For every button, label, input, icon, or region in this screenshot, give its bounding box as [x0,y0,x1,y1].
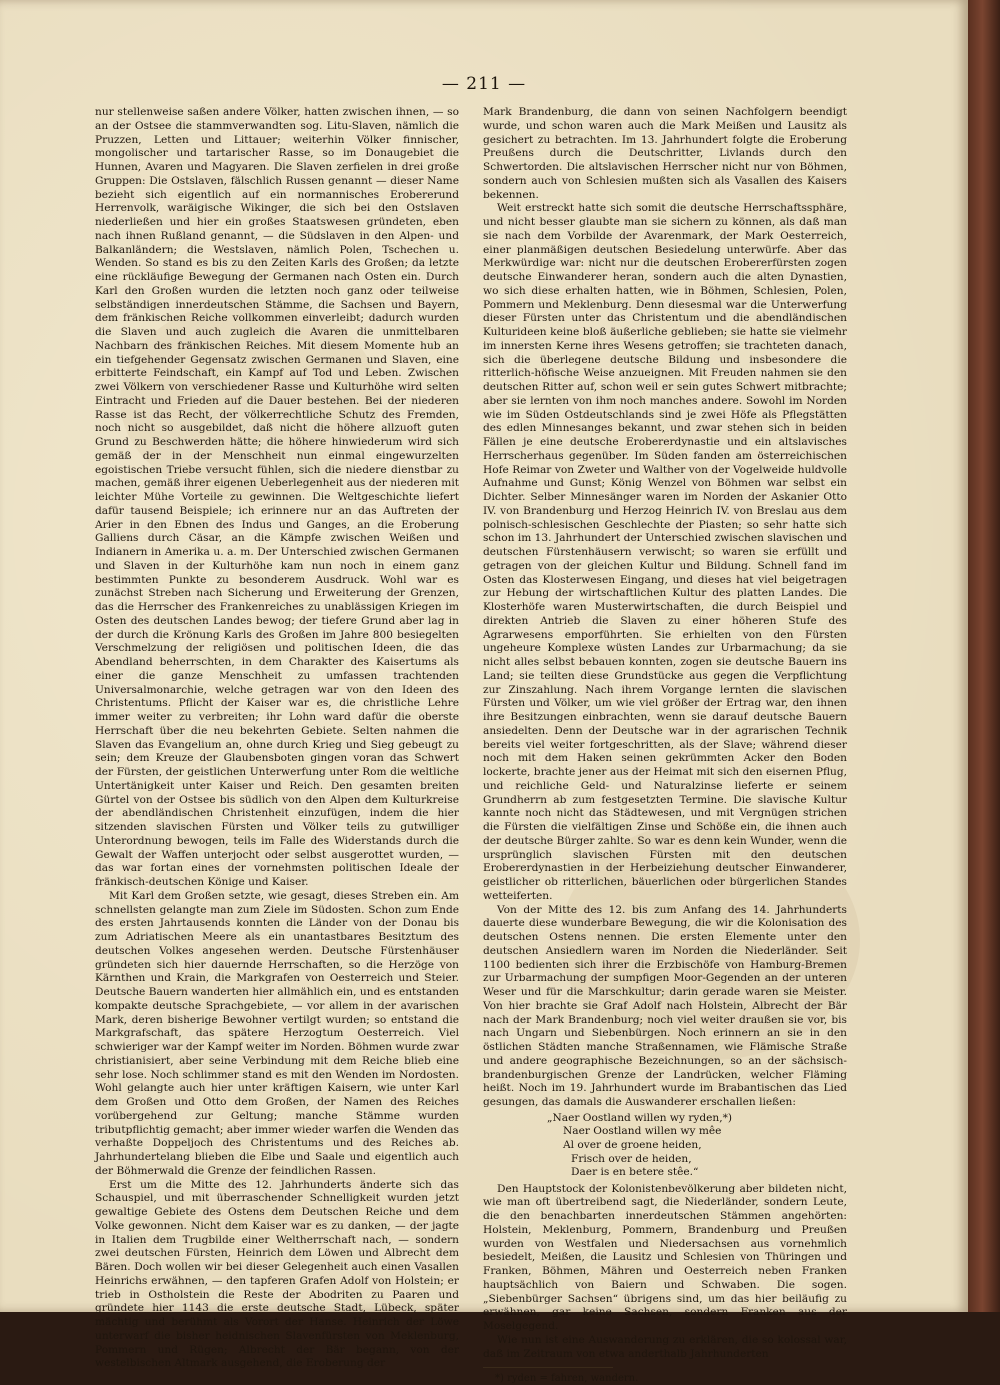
right-column [483,106,847,1385]
paragraph: Weit erstreckt hatte sich somit die deutsche Herrschaftssphäre, und nicht besser glaubte man sie sichern zu können, als daß man sie nach dem Vorbilde der Avarenmark, der Mark Oesterreich, einer planmäßigen deutschen Besiedelung unterwürfe. Aber das Merkwürdige war: nicht nur die deutschen Erobererfürsten zogen deutsche Einwanderer heran, sondern auch die alten Dynastien, wo sich diese erhalten hatten, wie in Böhmen, Schlesien, Polen, Pommern und Meklenburg. Denn diesesmal war die Unterwerfung dieser Fürsten unter das Christentum und die abendländischen Kulturideen keine bloß äußerliche geblieben; sie hatte sie vielmehr im innersten Kerne ihres Wesens getroffen; sie trachteten danach, sich die überlegene deutsche Bildung und insbesondere die ritterlich-höfische Weise anzueignen. Mit Freuden nahmen sie den deutschen Ritter auf, schon weil er sein gutes Schwert mitbrachte; aber sie lernten von ihm noch manches andere. Sowohl im Norden wie im Süden Ostdeutschlands sind je zwei Höfe als Pflegstätten des edlen Minnesanges bekannt, und zwar stehen sich in beiden Fällen je eine deutsche Erobererdynastie und ein altslavisches Herrscherhaus gegenüber. Im Süden fanden am österreichischen Hofe Reimar von Zweter und Walther von der Vogelweide huldvolle Aufnahme und Gunst; König Wenzel von Böhmen war selbst ein Dichter. Selber Minnesänger waren im Norden der Askanier Otto IV. von Brandenburg und Herzog Heinrich IV. von Breslau aus dem polnisch-schlesischen Geschlechte der Piasten; so sehr hatte sich schon im 13. Jahrhundert der Unterschied zwischen slavischen und deutschen Fürstenhäusern verwischt; so waren sie erfüllt und getragen von der gleichen Kultur und Bildung. Schnell fand im Osten das Klosterwesen Eingang, und dieses hat viel beigetragen zur Hebung der wirtschaftlichen Kultur des platten Landes. Die Klosterhöfe waren Musterwirtschaften, die durch Beispiel und direkten Antrieb die Slaven zu einer höheren Stufe des Agrarwesens emporführten. Sie erhielten von den Fürsten ungeheure Komplexe wüsten Landes zur Urbarmachung; da sie nicht alles selbst bebauen konnten, zogen sie deutsche Bauern ins Land; sie teilten diese Grundstücke aus gegen die Verpflichtung zur Zinszahlung. Nach ihrem Vorgange lernten die slavischen Fürsten und Völker, um wie viel größer der Ertrag war, den ihnen ihre Besitzungen einbrachten, wenn sie darauf deutsche Bauern ansiedelten. Denn der Deutsche war in der agrarischen Technik bereits viel weiter fortgeschritten, als der Slave; während dieser noch mit dem Haken seinen gekrümmten Acker den Boden lockerte, brachte jener aus der Heimat mit sich den eisernen Pflug, und reichliche Geld- und Naturalzinse lieferte er seinem Grundherrn ab zum festgesetzten Termine. Die slavische Kultur kannte noch nicht das Städtewesen, und mit Vergnügen strichen die Fürsten die vielfältigen Zinse und Schöße ein, die ihnen auch der deutsche Bürger zahlte. So war es denn kein Wunder, wenn die ursprünglich slavischen Fürsten mit den deutschen Erobererdynastien in der Herbeiziehung deutscher Einwanderer, geistlicher ob ritterlichen, bäuerlichen oder bürgerlichen Standes wetteiferten. [483,202,847,902]
verse-line: Al over de groene heiden, [563,1138,702,1151]
footnote-rule [483,1367,613,1368]
verse-line: Frisch over de heiden, [571,1152,692,1165]
song-verse [483,1112,847,1180]
book-spine [968,0,1000,1312]
left-column [95,106,459,1371]
verse-line: Naer Oostland willen wy mêe [563,1125,722,1138]
paragraph: Mit Karl dem Großen setzte, wie gesagt, dieses Streben ein. Am schnellsten gelangte man zum Ziele im Südosten. Schon zum Ende des ersten Jahrtausends konnten die Länder von der Donau bis zum Adriatischen Meere als ein unantastbares Besitztum des deutschen Volkes angesehen werden. Deutsche Fürstenhäuser gründeten sich hier dauernde Herrschaften, so die Herzöge von Kärnthen und Krain, die Markgrafen von Oesterreich und Steier. Deutsche Bauern wanderten hier allmählich ein, und es entstanden kompakte deutsche Sprachgebiete, — vor allem in der avarischen Mark, deren bisherige Bewohner vertilgt wurden; so entstand die Markgrafschaft, das spätere Herzogtum Oesterreich. Viel schwieriger war der Kampf weiter im Norden. Böhmen wurde zwar christianisiert, aber seine Verbindung mit dem Reiche blieb eine sehr lose. Noch schlimmer stand es mit den Wenden im Nordosten. Wohl gelangte auch hier unter kräftigen Kaisern, wie unter Karl dem Großen und Otto dem Großen, der Namen des Reiches vorübergehend zur Geltung; manche Stämme wurden tributpflichtig gemacht; aber immer wieder warfen die Wenden das verhaßte Doppeljoch des Christentums und des Reiches ab. Jahrhundertelang blieben die Elbe und Saale und eigentlich auch der Böhmerwald die Grenze der feindlichen Rassen. [95,889,459,1177]
paragraph: Erst um die Mitte des 12. Jahrhunderts änderte sich das Schauspiel, und mit überraschender Schnelligkeit wurden jetzt gewaltige Gebiete des Ostens dem Deutschen Reiche und dem Volke gewonnen. Nicht dem Kaiser war es zu danken, — der jagte in Italien dem Trugbilde einer Weltherrschaft nach, — sondern zwei deutschen Fürsten, Heinrich dem Löwen und Albrecht dem Bären. Doch wollen wir bei dieser Gelegenheit auch einen Vasallen Heinrichs erwähnen, — den tapferen Grafen Adolf von Holstein; er trieb in Ostholstein die Reste der Abodriten zu Paaren und gründete hier 1143 die erste deutsche Stadt, Lübeck, später mächtig und berühmt als Vorort der Hanse. Heinrich der Löwe unterwarf die bisher heidnischen Slavenfürsten von Meklenburg, Pommern und Rügen; Albrecht der Bär begann, von der westelbischen Altmark ausgehend, die Eroberung der [95,1178,459,1370]
footnote: *) ryden = fahren, wandern. [495,1373,639,1385]
paragraph: Wie nun ist eine Auswanderung zu erklären, die so kolossal war, daß im Zeitraum von etwa anderthalb Jahrhunderten [483,1333,847,1360]
paragraph: Den Hauptstock der Kolonistenbevölkerung aber bildeten nicht, wie man oft übertreibend sagt, die Niederländer, sondern Leute, die den benachbarten innerdeutschen Stämmen angehörten: Holstein, Meklenburg, Pommern, Brandenburg und Preußen wurden von Westfalen und Niedersachsen aus vornehmlich besiedelt, Meißen, die Lausitz und Schlesien von Thüringen und Franken, Böhmen, Mähren und Oesterreich neben Franken hauptsächlich von Baiern und Schwaben. Die sogen. „Siebenbürger Sachsen“ übrigens sind, um das hier beiläufig zu erwähnen, gar keine Sachsen, sondern Franken aus der Moselgegend. [483,1182,847,1333]
paragraph: Von der Mitte des 12. bis zum Anfang des 14. Jahrhunderts dauerte diese wunderbare Bewegung, die wir die Kolonisation des deutschen Ostens nennen. Die ersten Elemente unter den deutschen Ansiedlern waren im Norden die Niederländer. Seit 1100 bedienten sich ihrer die Erzbischöfe von Hamburg-Bremen zur Urbarmachung der sumpfigen Moor-Gegenden an der unteren Weser und für die Marschkultur; darin gerade waren sie Meister. Von hier brachte sie Graf Adolf nach Holstein, Albrecht der Bär nach der Mark Brandenburg; noch viel weiter draußen sie vor, bis nach Ungarn und Siebenbürgen. Noch erinnern an sie in den östlichen Städten manche Straßennamen, wie Flämische Straße und andere geographische Bezeichnungen, so an der sächsisch-brandenburgischen Grenze der Landrücken, welcher Fläming heißt. Noch im 19. Jahrhundert wurde im Brabantischen das Lied gesungen, das damals die Auswanderer erschallen ließen: [483,903,847,1108]
paragraph: nur stellenweise saßen andere Völker, hatten zwischen ihnen, — so an der Ostsee die stammverwandten sog. Litu-Slaven, nämlich die Pruzzen, Letten und Littauer; weiterhin Völker finnischer, mongolischer und tartarischer Rasse, so im Donaugebiet die Hunnen, Avaren und Magyaren. Die Slaven zerfielen in drei große Gruppen: Die Ostslaven, fälschlich Russen genannt — dieser Name bezieht sich eigentlich auf ein normannisches Erobererund Herrenvolk, waräigische Wikinger, die sich bei den Ostslaven niederließen und hier ein großes Staatswesen gründeten, eben nach ihnen Rußland genannt, — die Südslaven in den Alpen- und Balkanländern; die Westslaven, nämlich Polen, Tschechen u. Wenden. So stand es bis zu den Zeiten Karls des Großen; da letzte eine rückläufige Bewegung der Germanen nach Osten ein. Durch Karl den Großen wurden die letzten noch ganz oder teilweise selbständigen innerdeutschen Stämme, die Sachsen und Bayern, dem fränkischen Reiche vollkommen einverleibt; dadurch wurden die Slaven und auch zugleich die Avaren die unmittelbaren Nachbarn des fränkischen Reiches. Mit diesem Momente hub an ein tiefgehender Gegensatz zwischen Germanen und Slaven, eine erbitterte Feindschaft, ein Kampf auf Tod und Leben. Zwischen zwei Völkern von verschiedener Rasse und Kulturhöhe wird selten Eintracht und Frieden auf die Dauer bestehen. Bei der niederen Rasse ist das Recht, der völkerrechtliche Schutz des Fremden, noch nicht so ausgebildet, daß nicht die höhere allzuoft guten Grund zu Beschwerden hätte; die höhere hinwiederum wird sich gemäß der in der Menschheit nun einmal eingewurzelten egoistischen Triebe versucht fühlen, sich die niedere dienstbar zu machen, gemäß ihrer eigenen Ueberlegenheit aus der niederen mit leichter Mühe Vorteile zu gewinnen. Die Weltgeschichte liefert dafür tausend Beispiele; ich erinnere nur an das Auftreten der Arier in den Ebnen des Indus und Ganges, an die Eroberung Galliens durch Cäsar, an die Kämpfe zwischen Weißen und Indianern in Amerika u. a. m. Der Unterschied zwischen Germanen und Slaven in der Kulturhöhe kam nun noch in einem ganz bestimmten Punkte zu besonderem Ausdruck. Wohl war es zunächst Streben nach Sicherung und Erweiterung der Grenzen, das die Herrscher des Frankenreiches zu unablässigen Kriegen im Osten des deutschen Landes bewog; der tiefere Grund aber lag in der durch die Krönung Karls des Großen im Jahre 800 besiegelten Verschmelzung der religiösen und politischen Ideen, die das Abendland beherrschten, in dem Charakter des Kaisertums als einer die ganze Menschheit zu umfassen trachtenden Universalmonarchie, welche getragen war von den Ideen des Christentums. Pflicht der Kaiser war es, die christliche Lehre immer weiter zu verbreiten; ihr Lohn ward dafür die oberste Herrschaft über die neu bekehrten Gebiete. Selten nahmen die Slaven das Evangelium an, ohne durch Krieg und Sieg gebeugt zu sein; dem Kreuze der Glaubensboten gingen voran das Schwert der Fürsten, der geistlichen Unterwerfung unter Rom die weltliche Untertänigkeit unter Kaiser und Reich. Den gesamten breiten Gürtel von der Ostsee bis südlich von den Alpen dem Kulturkreise der abendländischen Christenheit einzufügen, indem die hier sitzenden slavischen Fürsten und Völker teils zu gutwilliger Unterordnung bewogen, teils im Falle des Widerstands durch die Gewalt der Waffen unterjocht oder selbst ausgerottet wurden, — das war fortan eines der vornehmsten politischen Ideale der fränkisch-deutschen Könige und Kaiser. [95,106,459,888]
verse-line: „Naer Oostland willen wy ryden,*) [547,1111,733,1124]
paragraph: Mark Brandenburg, die dann von seinen Nachfolgern beendigt wurde, und schon waren auch die Mark Meißen und Lausitz als gesichert zu betrachten. Im 13. Jahrhundert folgte die Eroberung Preußens durch die Deutschritter, Livlands durch den Schwertorden. Die altslavischen Herrscher nicht nur von Böhmen, sondern auch von Schlesien mußten sich als Vasallen des Kaisers bekennen. [483,106,847,201]
page-number: — 211 — [441,74,527,94]
verse-line: Daer is en betere stêe.“ [571,1166,699,1179]
